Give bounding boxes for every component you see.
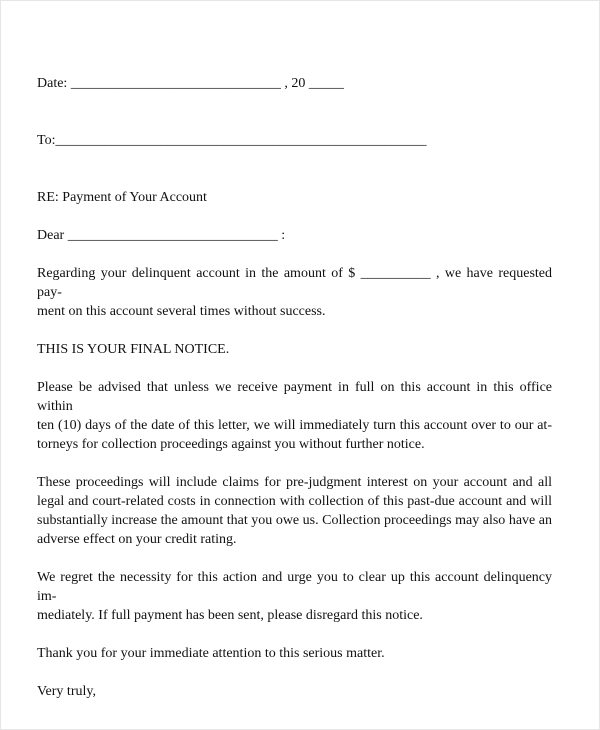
paragraph-line: legal and court-related costs in connection with collection of this past-due account and will	[37, 494, 552, 509]
salutation-line: Dear ______________________________ :	[37, 228, 286, 243]
paragraph-advised	[37, 378, 552, 454]
to-line: To:_____________________________________________________	[37, 133, 427, 148]
thanks-line: Thank you for your immediate attention to this serious matter.	[37, 646, 385, 661]
paragraph-line: torneys for collection proceedings against you without further notice.	[37, 437, 425, 452]
paragraph-line: ten (10) days of the date of this letter, we will immediately turn this account over to our at-	[37, 418, 552, 433]
subject-line: RE: Payment of Your Account	[37, 190, 207, 205]
paragraph-regarding	[37, 264, 552, 321]
letter-body	[37, 74, 552, 701]
closing-line: Very truly,	[37, 684, 96, 699]
paragraph-line: adverse effect on your credit rating.	[37, 532, 237, 547]
paragraph-line: ment on this account several times without success.	[37, 304, 326, 319]
paragraph-line: We regret the necessity for this action and urge you to clear up this account delinquency im-	[37, 570, 552, 604]
date-line: Date: ______________________________ , 20 _____	[37, 76, 344, 91]
paragraph-line: These proceedings will include claims for pre-judgment interest on your account and all	[37, 475, 552, 490]
paragraph-regret	[37, 568, 552, 625]
paragraph-line: mediately. If full payment has been sent, please disregard this notice.	[37, 608, 423, 623]
paragraph-proceedings	[37, 473, 552, 549]
paragraph-line: substantially increase the amount that you owe us. Collection proceedings may also have an	[37, 513, 552, 528]
paragraph-line: Please be advised that unless we receive payment in full on this account in this office within	[37, 380, 552, 414]
paragraph-line: Regarding your delinquent account in the amount of $ __________ , we have requested pay-	[37, 266, 552, 300]
final-notice-heading: THIS IS YOUR FINAL NOTICE.	[37, 342, 230, 357]
